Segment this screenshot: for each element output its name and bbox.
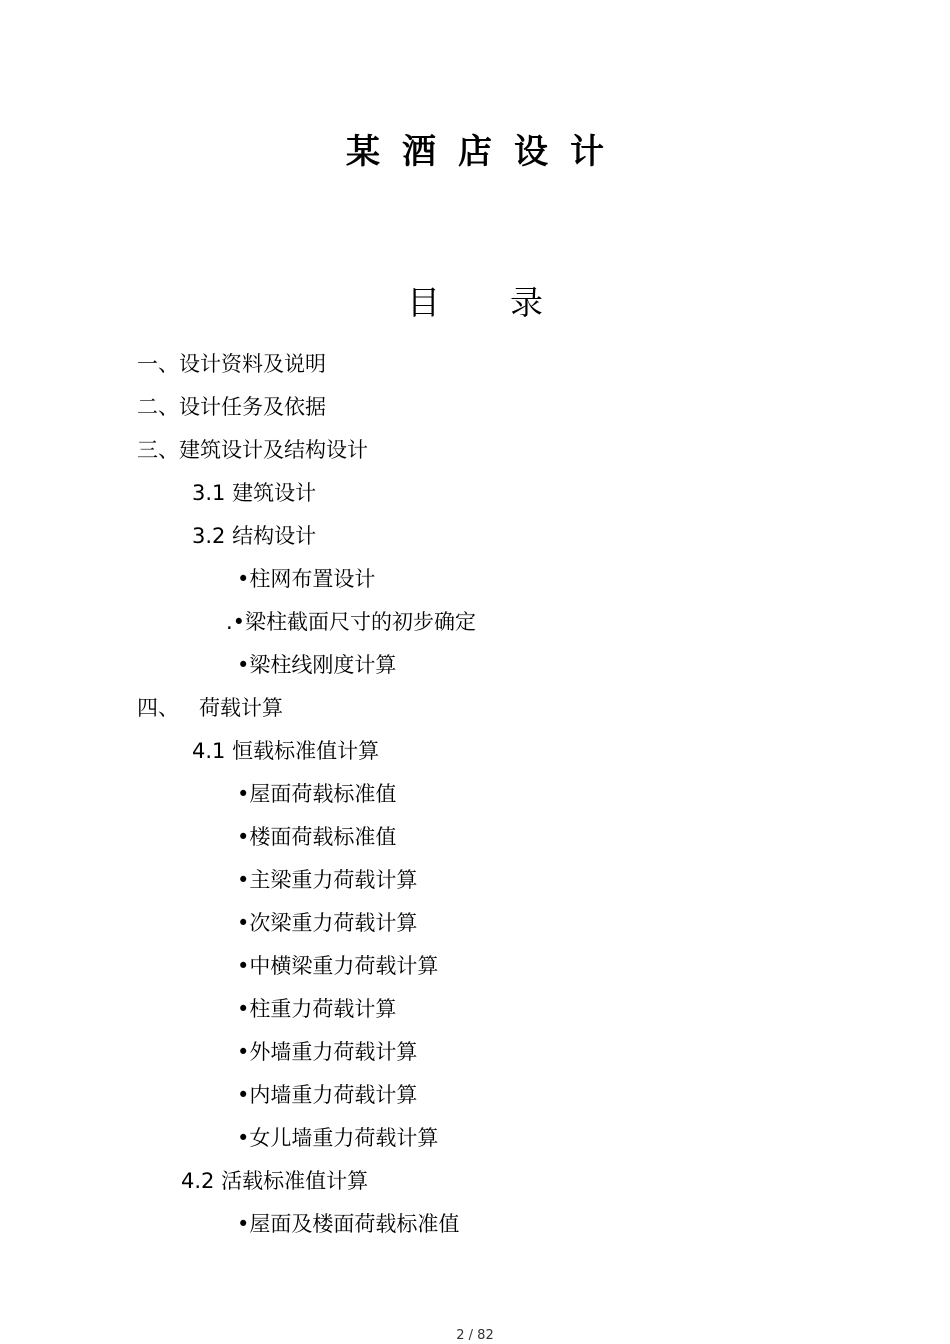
toc-item[interactable]: 3.2 结构设计 (192, 524, 317, 548)
toc-item[interactable]: •屋面及楼面荷载标准值 (237, 1212, 460, 1236)
toc-item[interactable]: 三、建筑设计及结构设计 (137, 438, 368, 462)
toc-heading-left: 目 (407, 283, 440, 322)
toc-item[interactable]: 4.1 恒载标准值计算 (192, 739, 380, 763)
toc-item[interactable]: 3.1 建筑设计 (192, 481, 317, 505)
toc-item[interactable]: •梁柱线刚度计算 (237, 653, 397, 677)
toc-item[interactable]: •女儿墙重力荷载计算 (237, 1126, 439, 1150)
page-number: 2 / 82 (456, 1328, 494, 1343)
toc-item[interactable]: •内墙重力荷载计算 (237, 1083, 418, 1107)
toc-item[interactable]: 二、设计任务及依据 (137, 395, 326, 419)
toc-item[interactable]: •主梁重力荷载计算 (237, 868, 418, 892)
toc-item[interactable]: •外墙重力荷载计算 (237, 1040, 418, 1064)
toc-item[interactable]: •次梁重力荷载计算 (237, 911, 418, 935)
toc-heading-right: 录 (510, 283, 543, 322)
toc-item[interactable]: 4.2 活载标准值计算 (181, 1169, 369, 1193)
toc-heading (0, 280, 950, 326)
toc-item[interactable]: •楼面荷载标准值 (237, 825, 397, 849)
toc-item[interactable]: .•梁柱截面尺寸的初步确定 (226, 610, 477, 634)
toc-item[interactable]: •屋面荷载标准值 (237, 782, 397, 806)
toc-item[interactable]: •柱网布置设计 (237, 567, 376, 591)
toc-item[interactable]: •柱重力荷载计算 (237, 997, 397, 1021)
toc-item[interactable]: 一、设计资料及说明 (137, 352, 326, 376)
table-of-contents (0, 343, 950, 1246)
toc-item[interactable]: 四、 荷载计算 (137, 696, 284, 720)
document-title: 某酒店设计 (346, 132, 626, 172)
toc-item[interactable]: •中横梁重力荷载计算 (237, 954, 439, 978)
